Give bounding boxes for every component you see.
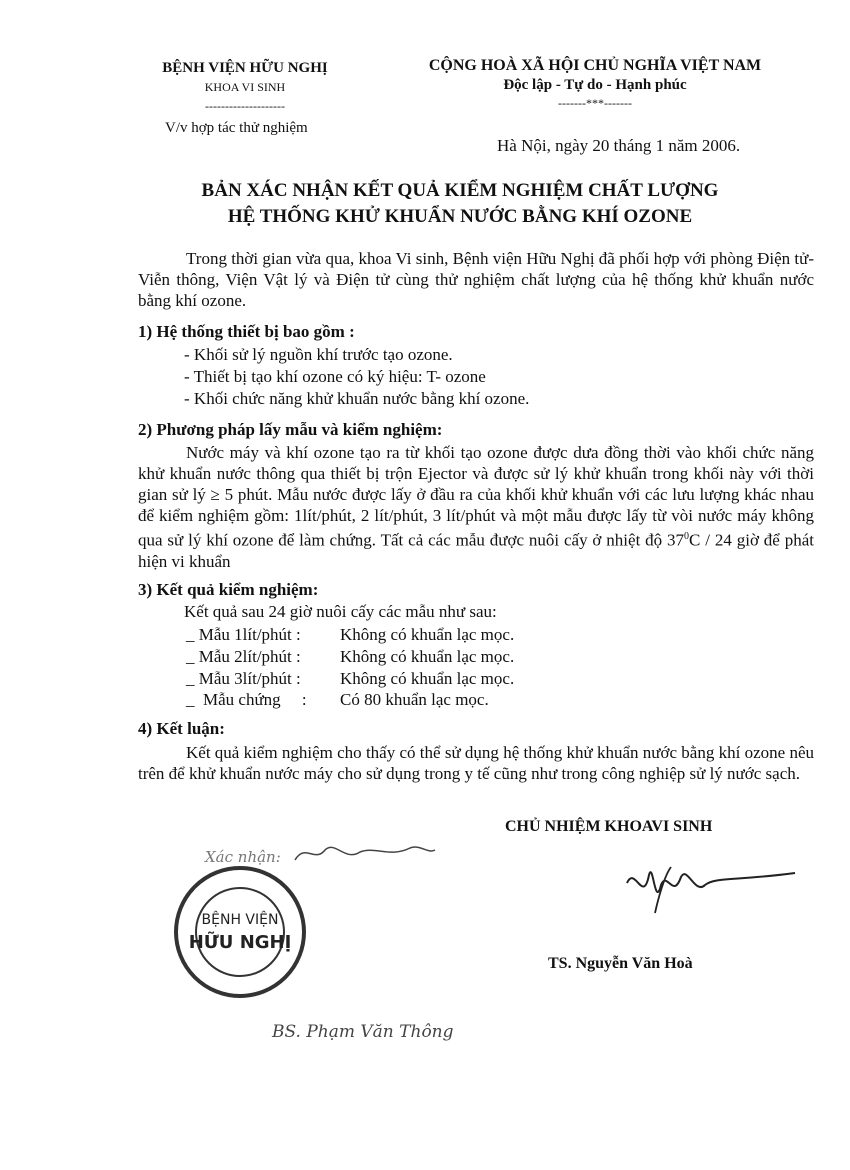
result-label: _ Mẫu 1lít/phút : [186, 625, 301, 644]
handwritten-confirmation: Xác nhận: [205, 848, 281, 866]
result-value: Không có khuẩn lạc mọc. [340, 669, 515, 688]
header-right [405, 57, 785, 111]
handwritten-doctor-name: BS. Phạm Văn Thông [272, 1022, 454, 1042]
result-value: Không có khuẩn lạc mọc. [340, 647, 515, 666]
hospital-seal [170, 862, 310, 1002]
title-line-2: HỆ THỐNG KHỬ KHUẨN NƯỚC BẰNG KHÍ OZONE [227, 206, 693, 227]
document-date: Hà Nội, ngày 20 tháng 1 năm 2006. [497, 136, 741, 155]
title-line-1: BẢN XÁC NHẬN KẾT QUẢ KIỂM NGHIỆM CHẤT LƯỢNG [201, 180, 719, 201]
header-right-rule: -------***------- [558, 96, 632, 110]
department-name: KHOA VI SINH [204, 80, 286, 94]
result-value: Có 80 khuẩn lạc mọc. [340, 690, 489, 709]
section-2-heading: 2) Phương pháp lấy mẫu và kiểm nghiệm: [138, 420, 443, 439]
seal-text-main: HỮU NGHỊ [188, 932, 292, 953]
national-motto: Độc lập - Tự do - Hạnh phúc [503, 77, 687, 93]
header-left-rule: -------------------- [205, 99, 285, 113]
header-left [140, 60, 350, 114]
handwritten-name-scribble [290, 838, 440, 868]
section-4-body: Kết quả kiểm nghiệm cho thấy có thể sử dụng hệ thống khử khuẩn nước bằng khí ozone nêu trên để khử khuẩn nước máy cho sử dụng trong y tế cũng như trong công nghiệp sử lý nước sạch. [138, 743, 814, 783]
section-2-body [138, 442, 814, 572]
section-3-heading: 3) Kết quả kiểm nghiệm: [138, 580, 319, 599]
signature-scribble [615, 855, 805, 925]
result-label: _ Mẫu chứng : [186, 690, 307, 709]
section-3-lead: Kết quả sau 24 giờ nuôi cấy các mẫu như sau: [184, 602, 497, 621]
subject-line: V/v hợp tác thử nghiệm [165, 120, 308, 136]
section-4-heading: 4) Kết luận: [138, 719, 225, 738]
result-label: _ Mẫu 2lít/phút : [186, 647, 301, 666]
section-1-item: - Khối sử lý nguồn khí trước tạo ozone. [184, 345, 453, 364]
signer-name: TS. Nguyễn Văn Hoà [548, 955, 693, 972]
hospital-name: BỆNH VIỆN HỮU NGHỊ [162, 60, 328, 76]
seal-text-top: BỆNH VIỆN [201, 912, 279, 928]
degree-superscript: 0 [684, 531, 690, 542]
result-label: _ Mẫu 3lít/phút : [186, 669, 301, 688]
section-1-item: - Khối chức năng khử khuẩn nước bằng khí ozone. [184, 389, 530, 408]
intro-paragraph: Trong thời gian vừa qua, khoa Vi sinh, Bệnh viện Hữu Nghị đã phối hợp với phòng Điện tử-Viễn thông, Viện Vật lý và Điện tử cùng thử nghiệm chất lượng của hệ thống khử khuẩn nước bằng khí ozone. [138, 249, 814, 310]
section-2-body-text-end: C / 24 giờ để phát hiện vi khuẩn [138, 530, 814, 571]
section-1-item: - Thiết bị tạo khí ozone có ký hiệu: T- ozone [184, 367, 486, 386]
country-name: CỘNG HOÀ XÃ HỘI CHỦ NGHĨA VIỆT NAM [428, 57, 762, 74]
result-value: Không có khuẩn lạc mọc. [340, 625, 515, 644]
section-2-body-text: Nước máy và khí ozone tạo ra từ khối tạo ozone được dưa đồng thời vào khối chức năng khử khuẩn nước thông qua thiết bị trộn Ejector và được sử lý khử khuẩn trong khối này với thời gian sử lý ≥ 5 phút. Mẫu nước được lấy ở đầu ra của khối khử khuẩn với các lưu lượng khác nhau để kiểm nghiệm gồm: 1lít/phút, 2 lít/phút, 3 lít/phút và một mẫu được lấy từ vòi nước máy không qua sử lý khí ozone để làm chứng. Tất cả các mẫu được nuôi cấy ở nhiệt độ 37 [138, 443, 814, 550]
section-1-heading: 1) Hệ thống thiết bị bao gồm : [138, 322, 355, 341]
signature-title: CHỦ NHIỆM KHOAVI SINH [505, 818, 713, 835]
